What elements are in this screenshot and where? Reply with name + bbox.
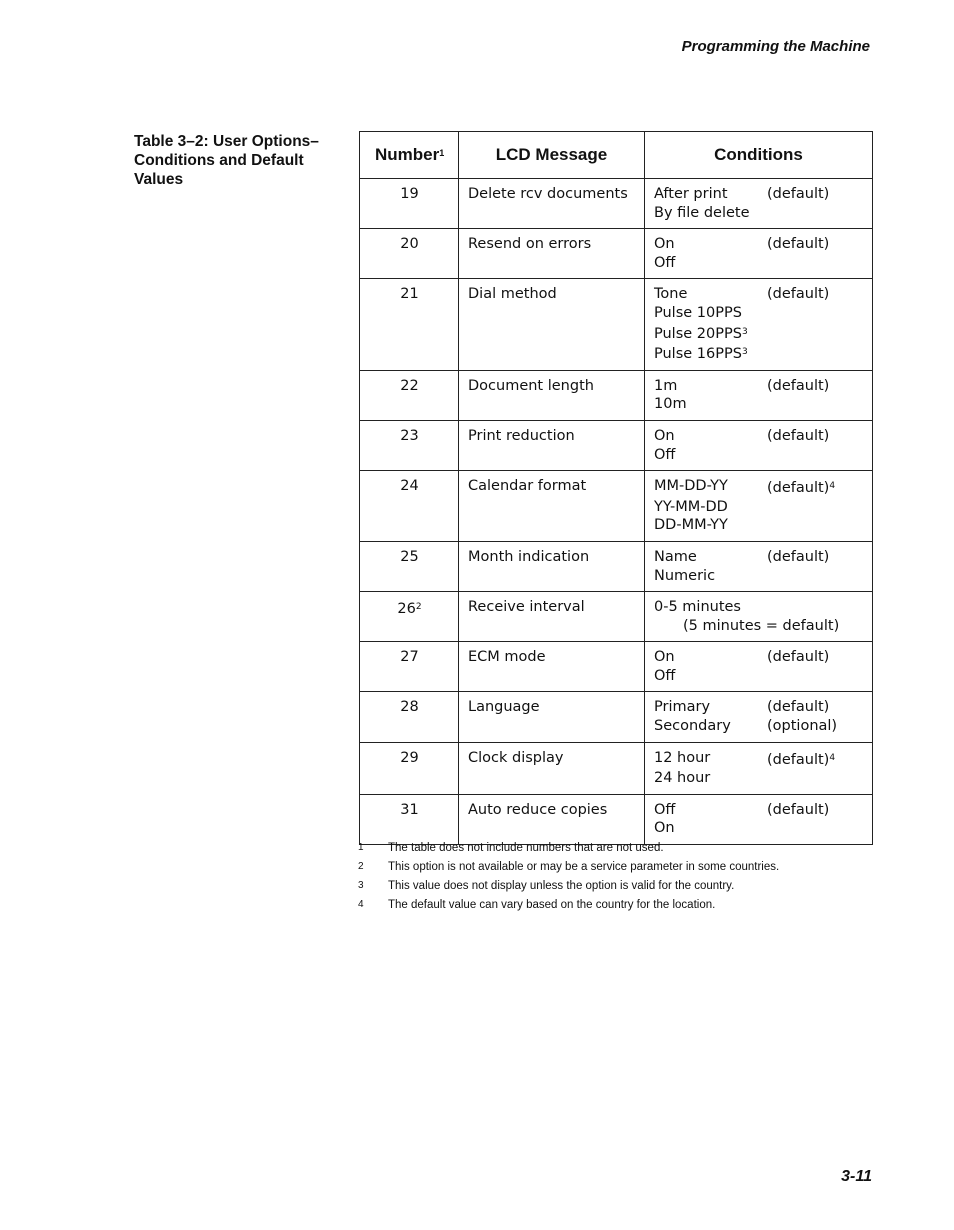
footnote — [358, 895, 779, 914]
footnote-mark: 3 — [358, 880, 364, 891]
condition-value — [654, 548, 767, 567]
option-number-value: 24 — [400, 478, 419, 495]
condition-value — [654, 801, 767, 820]
condition-note-text: (default) — [767, 801, 830, 818]
condition-value-text: MM-DD-YY — [654, 478, 728, 495]
condition-value — [654, 185, 767, 204]
option-number — [360, 420, 459, 470]
option-number-value: 31 — [400, 801, 419, 818]
condition-value-text: On — [654, 427, 675, 444]
condition-value — [654, 598, 767, 617]
condition-value — [654, 498, 767, 517]
condition-note-text: (optional) — [767, 718, 838, 735]
condition-option — [654, 698, 864, 717]
footnote-text: The table does not include numbers that are not used. — [388, 841, 664, 854]
condition-default-note — [767, 698, 829, 717]
condition-value — [654, 304, 767, 323]
condition-value-text: Tone — [654, 286, 688, 303]
conditions-cell — [645, 794, 873, 844]
footnote-ref: 1 — [439, 148, 445, 158]
table-header-row — [360, 132, 873, 179]
condition-value — [654, 819, 767, 838]
condition-value-text: Off — [654, 254, 676, 271]
option-number-value: 29 — [400, 749, 419, 766]
table-row — [360, 592, 873, 642]
condition-value-text: Off — [654, 801, 676, 818]
condition-option — [654, 801, 864, 820]
condition-value — [654, 285, 767, 304]
condition-option — [654, 285, 864, 304]
condition-option — [654, 343, 864, 364]
condition-default-note — [767, 477, 835, 498]
condition-option — [654, 185, 864, 204]
table-row — [360, 471, 873, 542]
condition-value — [654, 477, 767, 498]
table-row — [360, 742, 873, 794]
condition-note-text: (default) — [767, 377, 830, 394]
column-header-lcd-message: LCD Message — [459, 132, 645, 179]
option-number — [360, 642, 459, 692]
condition-default-note — [767, 801, 829, 820]
condition-option — [654, 819, 864, 838]
table-row — [360, 370, 873, 420]
lcd-message: Receive interval — [459, 592, 645, 642]
condition-option — [654, 235, 864, 254]
option-number-value: 23 — [400, 427, 419, 444]
page-number: 3-11 — [841, 1168, 872, 1185]
condition-value — [654, 323, 767, 344]
option-number — [360, 742, 459, 794]
option-number-value: 22 — [400, 377, 419, 394]
lcd-message: ECM mode — [459, 642, 645, 692]
condition-value — [654, 395, 767, 414]
option-number-value: 21 — [400, 286, 419, 303]
condition-option — [654, 254, 864, 273]
condition-value — [654, 446, 767, 465]
column-header-number — [360, 132, 459, 179]
lcd-message: Clock display — [459, 742, 645, 794]
condition-default-note — [767, 185, 829, 204]
option-number — [360, 279, 459, 370]
footnote-mark: 4 — [358, 899, 364, 910]
condition-value-text: Off — [654, 667, 676, 684]
lcd-message: Month indication — [459, 541, 645, 591]
table-row — [360, 420, 873, 470]
table-row — [360, 279, 873, 370]
condition-value-text: On — [654, 649, 675, 666]
condition-option — [654, 769, 864, 788]
condition-value-text: Pulse 16PPS — [654, 346, 742, 363]
condition-default-note — [767, 235, 829, 254]
condition-note-text: (default) — [767, 236, 830, 253]
condition-note-text: (default) — [767, 286, 830, 303]
condition-value-text: DD-MM-YY — [654, 517, 728, 534]
condition-value-text: 0-5 minutes — [654, 599, 741, 616]
footnote-mark: 2 — [358, 861, 364, 872]
condition-option — [654, 446, 864, 465]
conditions-cell — [645, 279, 873, 370]
condition-option — [654, 567, 864, 586]
conditions-cell — [645, 541, 873, 591]
condition-note-text: (default) — [767, 699, 830, 716]
condition-value — [654, 254, 767, 273]
condition-value — [654, 235, 767, 254]
footnotes — [358, 838, 779, 914]
condition-value — [654, 667, 767, 686]
option-number — [360, 229, 459, 279]
option-number — [360, 541, 459, 591]
running-head: Programming the Machine — [681, 38, 870, 55]
option-number — [360, 794, 459, 844]
option-number-value: 28 — [400, 699, 419, 716]
lcd-message: Resend on errors — [459, 229, 645, 279]
conditions-cell — [645, 420, 873, 470]
conditions-cell — [645, 592, 873, 642]
footnote — [358, 857, 779, 876]
condition-value — [654, 769, 767, 788]
condition-value — [654, 698, 767, 717]
conditions-cell — [645, 229, 873, 279]
condition-value — [654, 343, 767, 364]
condition-value — [654, 377, 767, 396]
condition-value — [654, 516, 767, 535]
condition-value — [654, 427, 767, 446]
condition-option — [654, 377, 864, 396]
condition-note-text: (default) — [767, 751, 830, 768]
condition-value-text: Primary — [654, 699, 711, 716]
lcd-message: Language — [459, 692, 645, 742]
condition-value-text: YY-MM-DD — [654, 498, 728, 515]
condition-value-text: Pulse 10PPS — [654, 304, 742, 321]
footnote-ref: 4 — [829, 481, 836, 492]
option-number-value: 25 — [400, 548, 419, 565]
condition-note-text: (default) — [767, 427, 830, 444]
condition-default-note — [767, 548, 829, 567]
condition-value — [654, 717, 767, 736]
condition-default-note — [767, 427, 829, 446]
condition-value-text: On — [654, 236, 675, 253]
option-number-value: 26 — [397, 601, 416, 618]
condition-option — [654, 304, 864, 323]
condition-option — [654, 395, 864, 414]
condition-option — [654, 648, 864, 667]
option-number-value: 19 — [400, 186, 419, 202]
conditions-cell — [645, 642, 873, 692]
condition-value-text: Secondary — [654, 718, 731, 735]
table-row — [360, 692, 873, 742]
option-number-value: 20 — [400, 236, 419, 253]
footnote-text: The default value can vary based on the country for the location. — [388, 898, 716, 911]
condition-value-text: Numeric — [654, 567, 716, 584]
user-options-table — [359, 131, 873, 845]
condition-value-text: On — [654, 820, 675, 837]
lcd-message: Delete rcv documents — [459, 179, 645, 229]
footnote-ref: 2 — [415, 602, 422, 613]
condition-value-text: 12 hour — [654, 749, 711, 766]
footnote — [358, 876, 779, 895]
condition-value-text: 10m — [654, 396, 687, 413]
column-header-conditions: Conditions — [645, 132, 873, 179]
conditions-cell — [645, 370, 873, 420]
table-row — [360, 179, 873, 229]
condition-value — [654, 204, 767, 223]
conditions-cell — [645, 179, 873, 229]
condition-value — [654, 567, 767, 586]
condition-default-note — [767, 648, 829, 667]
condition-value-text: Pulse 20PPS — [654, 325, 742, 342]
condition-option — [654, 323, 864, 344]
condition-default-note — [767, 377, 829, 396]
footnote-ref: 3 — [741, 326, 748, 337]
condition-note-text: (default) — [767, 649, 830, 666]
condition-default-note — [767, 285, 829, 304]
condition-value-text: 24 hour — [654, 770, 711, 787]
condition-option — [654, 477, 864, 498]
condition-default-note — [767, 717, 837, 736]
conditions-cell — [645, 742, 873, 794]
condition-option — [654, 749, 864, 770]
lcd-message: Dial method — [459, 279, 645, 370]
option-number — [360, 471, 459, 542]
condition-option — [654, 598, 864, 617]
condition-note-text: (default) — [767, 480, 830, 497]
lcd-message: Auto reduce copies — [459, 794, 645, 844]
conditions-cell — [645, 692, 873, 742]
condition-value-text: Name — [654, 548, 697, 565]
conditions-cell — [645, 471, 873, 542]
condition-option — [654, 548, 864, 567]
column-header-number-label: Number — [375, 145, 440, 164]
condition-value-text: Off — [654, 446, 676, 463]
lcd-message: Calendar format — [459, 471, 645, 542]
condition-value — [654, 648, 767, 667]
option-number — [360, 179, 459, 229]
condition-value-text: After print — [654, 186, 728, 202]
condition-note-text: (default) — [767, 548, 830, 565]
condition-note-text: (default) — [767, 186, 830, 202]
footnote-text: This option is not available or may be a service parameter in some countries. — [388, 860, 780, 873]
condition-option — [654, 717, 864, 736]
condition-option — [654, 498, 864, 517]
footnote-text: This value does not display unless the option is valid for the country. — [388, 879, 735, 892]
table-caption: Table 3–2: User Options–Conditions and Default Values — [134, 133, 319, 188]
table-row — [360, 642, 873, 692]
table-row — [360, 541, 873, 591]
option-number — [360, 592, 459, 642]
condition-default-note: (5 minutes = default) — [683, 617, 840, 634]
condition-value-text: By file delete — [654, 204, 750, 221]
table-row — [360, 229, 873, 279]
condition-option — [654, 667, 864, 686]
lcd-message: Document length — [459, 370, 645, 420]
option-number-value: 27 — [400, 649, 419, 666]
condition-default-note — [767, 749, 835, 770]
lcd-message: Print reduction — [459, 420, 645, 470]
footnote-ref: 3 — [741, 347, 748, 358]
footnote — [358, 838, 779, 857]
condition-option — [654, 204, 864, 223]
condition-value — [654, 749, 767, 770]
footnote-ref: 4 — [829, 752, 836, 763]
option-number — [360, 692, 459, 742]
table-row — [360, 794, 873, 844]
footnote-mark: 1 — [358, 842, 364, 853]
option-number — [360, 370, 459, 420]
condition-option — [654, 516, 864, 535]
condition-option — [654, 427, 864, 446]
condition-value-text: 1m — [654, 377, 678, 394]
